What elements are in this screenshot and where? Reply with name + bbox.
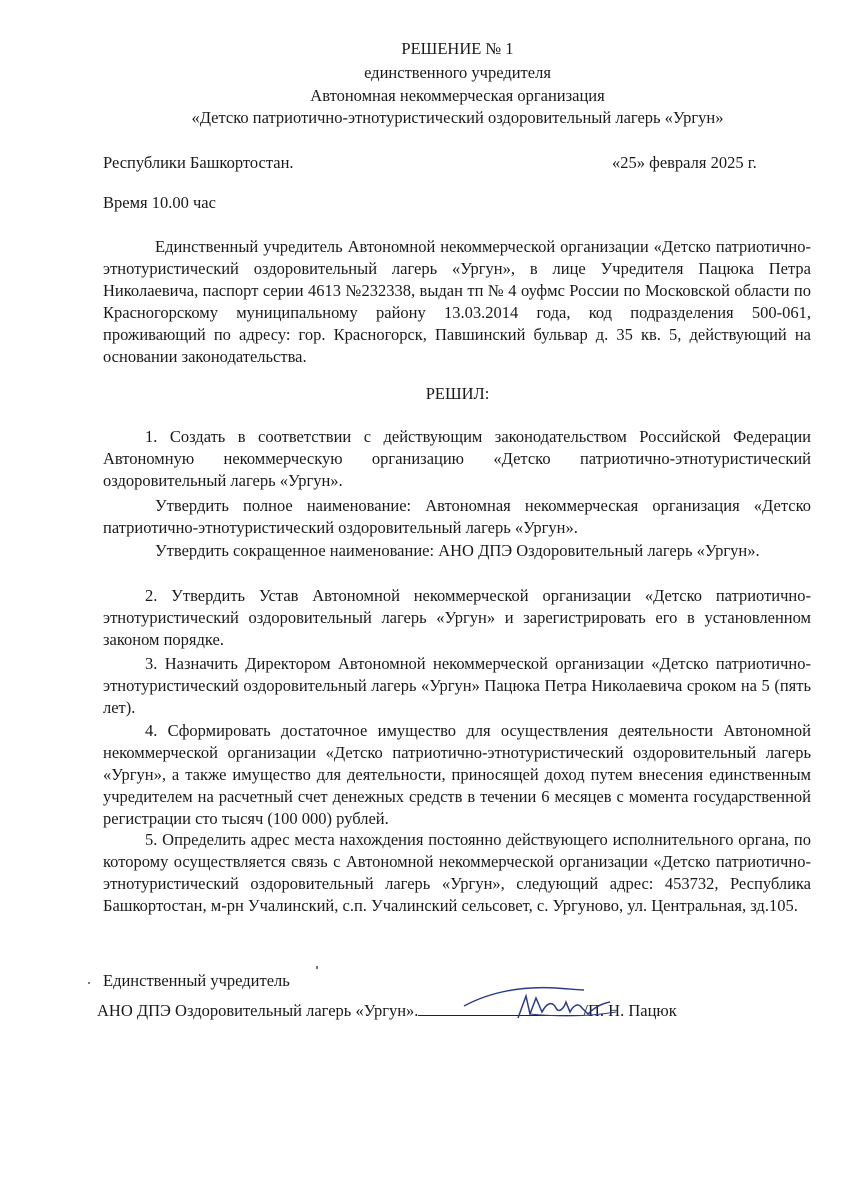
item-3: 3. Назначить Директором Автономной некоммерческой организации «Детско патриотично-этнотуристический оздоровительный лагерь «Ургун» Пацюка Петра Николаевича сроком на 5 (пять лет). xyxy=(103,654,811,717)
scan-speck xyxy=(88,982,90,984)
intro-paragraph: Единственный учредитель Автономной некоммерческой организации «Детско патриотично-этнотуристический оздоровительный лагерь «Ургун», в лице Учредителя Пацюка Петра Николаевича, паспорт серии 4613 №232338, выдан тп № 4 оуфмс России по Московской области по Красногорскому муниципальному району 13.03.2014 года, код подразделения 500-061, проживающий по адресу: гор. Красногорск, Павшинский бульвар д. 35 кв. 5, действующий на основании законодательства. xyxy=(103,237,811,366)
decided-heading: РЕШИЛ: xyxy=(425,384,490,403)
place-label: Республики Башкортостан. xyxy=(103,153,294,172)
signatory-organization: АНО ДПЭ Оздоровительный лагерь «Ургун». xyxy=(97,1001,419,1020)
item-5: 5. Определить адрес места нахождения постоянно действующего исполнительного органа, по которому осуществляется связь с Автономной некоммерческой организации «Детско патриотично-этнотуристический оздоровительный лагерь «Ургун», следующий адрес: 453732, Республика Башкортостан, м-рн Учалинский, с.п. Учалинский сельсовет, с. Ургуново, ул. Центральная, зд.105. xyxy=(103,830,811,915)
time-label: Время 10.00 час xyxy=(103,193,216,212)
signatory-name: /П. Н. Пацюк xyxy=(583,1001,677,1020)
handwritten-signature xyxy=(460,978,630,1028)
scan-speck xyxy=(316,966,318,969)
item-1-full-name: Утвердить полное наименование: Автономная некоммерческая организация «Детско патриотично-этнотуристический оздоровительный лагерь «Ургун». xyxy=(103,496,811,537)
signatory-role: Единственный учредитель xyxy=(103,971,290,990)
item-1: 1. Создать в соответствии с действующим законодательством Российской Федерации Автономную некоммерческую организацию «Детско патриотично-этнотуристический оздоровительный лагерь «Ургун». xyxy=(103,427,811,490)
item-1-short-name: Утвердить сокращенное наименование: АНО ДПЭ Оздоровительный лагерь «Ургун». xyxy=(155,541,760,560)
document-subtitle: единственного учредителя xyxy=(364,63,551,82)
document-title: РЕШЕНИЕ № 1 xyxy=(401,39,514,58)
item-2: 2. Утвердить Устав Автономной некоммерческой организации «Детско патриотично-этнотуристический оздоровительный лагерь «Ургун» и зарегистрировать его в установленном законом порядке. xyxy=(103,586,811,649)
organization-name: «Детско патриотично-этнотуристический оздоровительный лагерь «Ургун» xyxy=(191,108,724,127)
date-label: «25» февраля 2025 г. xyxy=(612,153,757,172)
organization-type: Автономная некоммерческая организация xyxy=(310,86,605,105)
item-4: 4. Сформировать достаточное имущество для осуществления деятельности Автономной некоммерческой организации «Детско патриотично-этнотуристический оздоровительный лагерь «Ургун», а также имущество для деятельности, приносящей доход путем внесения единственным учредителем на расчетный счет денежных средств в течении 6 месяцев с момента государственной регистрации сто тысяч (100 000) рублей. xyxy=(103,721,811,828)
